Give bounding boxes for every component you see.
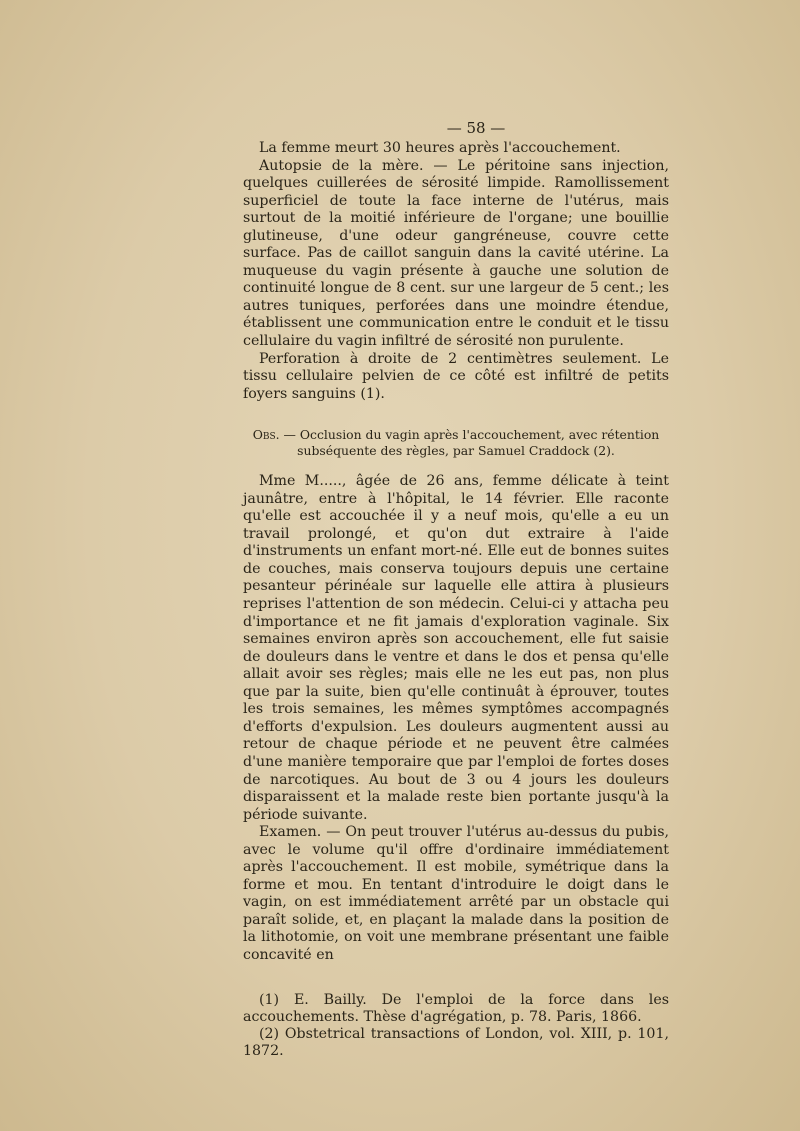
observation-title: — Occlusion du vagin après l'accouchement, avec rétention subséquente des règles, par Samuel Craddock (2). — [279, 427, 660, 459]
observation-label: Obs. — [252, 427, 280, 443]
page-text — [243, 110, 669, 1060]
paragraph-autopsy: Autopsie de la mère. — Le péritoine sans injection, quelques cuillerées de sérosité limpide. Ramollissement superficiel de toute la face interne de l'utérus, mais surtout de la moitié inférieure de l'organe; une bouillie glutineuse, d'une odeur gangréneuse, couvre cette surface. Pas de caillot sanguin dans la cavité utérine. La muqueuse du vagin présente à gauche une solution de continuité longue de 8 cent. sur une largeur de 5 cent.; les autres tuniques, perforées dans une moindre étendue, établissent une communication entre le conduit et le tissu cellulaire du vagin infiltré de sérosité non purulente. — [243, 157, 669, 350]
page-number: — 58 — — [446, 119, 506, 137]
paragraph-death: La femme meurt 30 heures après l'accouchement. — [259, 140, 621, 156]
footnote-1: (1) E. Bailly. De l'emploi de la force dans les accouchements. Thèse d'agrégation, p. 78. Paris, 1866. — [243, 991, 669, 1025]
paragraph-perforation: Perforation à droite de 2 centimètres seulement. Le tissu cellulaire pelvien de ce côté est infiltré de petits foyers sanguins (1). — [243, 350, 669, 402]
paragraph-case-history: Mme M....., âgée de 26 ans, femme délicate à teint jaunâtre, entre à l'hôpital, le 14 février. Elle raconte qu'elle est accouchée il y a neuf mois, qu'elle a eu un travail prolongé, et qu'on dut extraire à l'aide d'instruments un enfant mort-né. Elle eut de bonnes suites de couches, mais conserva toujours depuis une certaine pesanteur périnéale sur laquelle elle attira à plusieurs reprises l'attention de son médecin. Celui-ci y attacha peu d'importance et ne fit jamais d'exploration vaginale. Six semaines environ après son accouchement, elle fut saisie de douleurs dans le ventre et dans le dos et pensa qu'elle allait avoir ses règles; mais elle ne les eut pas, non plus que par la suite, bien qu'elle continuât à éprouver, toutes les trois semaines, les mêmes symptômes accompagnés d'efforts d'expulsion. Les douleurs augmentent aussi au retour de chaque période et ne peuvent être calmées d'une manière temporaire que par l'emploi de fortes doses de narcotiques. Au bout de 3 ou 4 jours les douleurs disparaissent et la malade reste bien portante jusqu'à la période suivante. — [243, 473, 669, 823]
footnote-2: (2) Obstetrical transactions of London, vol. XIII, p. 101, 1872. — [243, 1025, 669, 1059]
observation-heading — [243, 427, 669, 459]
footnotes — [243, 992, 669, 1060]
paragraph-examination: Examen. — On peut trouver l'utérus au-dessus du pubis, avec le volume qu'il offre d'ordinaire immédiatement après l'accouchement. Il est mobile, symétrique dans la forme et mou. En tentant d'introduire le doigt dans le vagin, on est immédiatement arrêté par un obstacle qui paraît solide, et, en plaçant la malade dans la position de la lithotomie, on voit une membrane présentant une faible concavité en — [243, 824, 669, 963]
